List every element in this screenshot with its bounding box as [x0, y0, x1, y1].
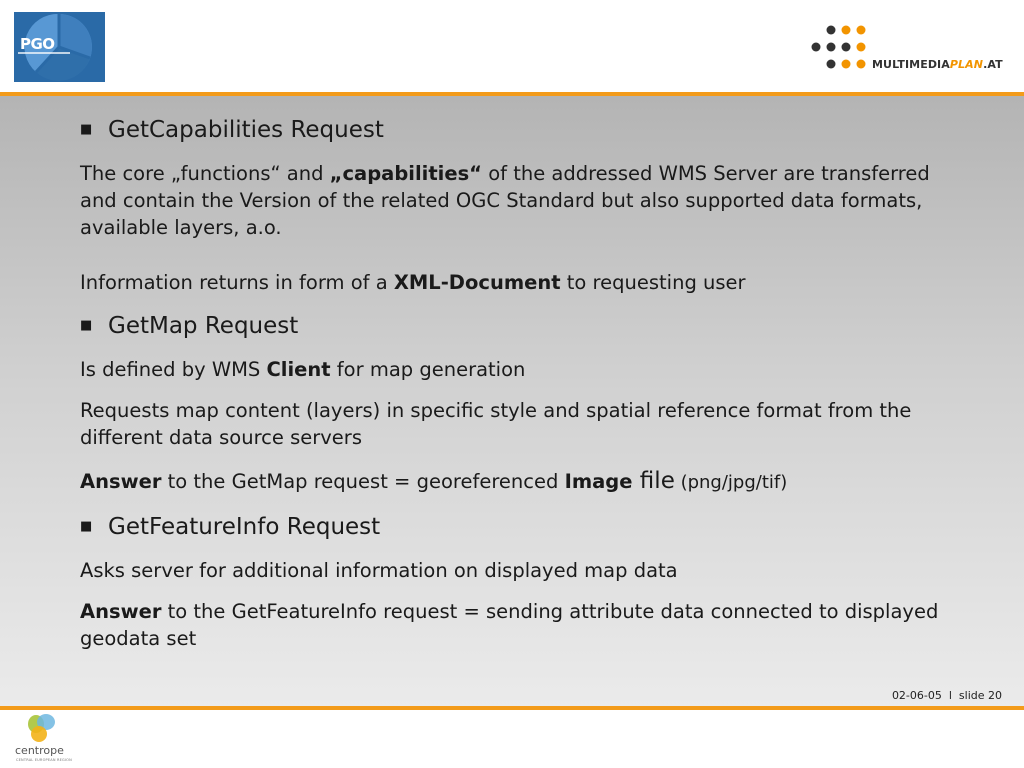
- logo-highlight: PLAN: [949, 58, 984, 71]
- text-run-bold: Answer: [80, 470, 162, 493]
- text-run: to the GetMap request = georeferenced: [161, 470, 565, 493]
- text-run-bold: Answer: [80, 600, 162, 623]
- bullet-icon: ■: [80, 519, 93, 534]
- bullet-text: GetCapabilities Request: [108, 117, 384, 143]
- text-run: Is defined by WMS: [80, 358, 267, 381]
- text-run: Information returns in form of a: [80, 271, 394, 294]
- bullet-text: GetMap Request: [108, 313, 299, 339]
- getfeatureinfo-description: [80, 557, 960, 584]
- text-run: of the addressed WMS Server are transferred and contain the Version of the related OGC Standard but also supported data formats, available layers, a.o.: [80, 162, 930, 239]
- centrope-logo: [12, 713, 74, 765]
- bullet-icon: ■: [80, 318, 93, 333]
- text-run-bold: „capabilities“: [329, 162, 482, 185]
- getcapabilities-return: [80, 269, 960, 296]
- getmap-definition: [80, 356, 960, 383]
- getcapabilities-description: [80, 160, 960, 241]
- text-run: to requesting user: [560, 271, 746, 294]
- text-run: Asks server for additional information on displayed map data: [80, 559, 678, 582]
- slide-number: 02-06-05 l slide 20: [891, 689, 1002, 702]
- text-run: Requests map content (layers) in specific style and spatial reference format from the different data source servers: [80, 399, 912, 449]
- multimediaplan-logo-text: [872, 58, 1003, 71]
- slide-header: [0, 0, 1024, 92]
- dots-icon: [810, 24, 870, 74]
- bullet-text: GetFeatureInfo Request: [108, 514, 381, 540]
- pgo-logo-text: PGO: [20, 35, 55, 53]
- text-run-bold: Image: [564, 470, 633, 493]
- section-getmap-title: [80, 312, 960, 340]
- text-run: (png/jpg/tif): [674, 472, 788, 493]
- bullet-icon: ■: [80, 122, 93, 137]
- logo-suffix: .AT: [983, 58, 1003, 71]
- centrope-logo-subtext: CENTRAL EUROPEAN REGION: [16, 758, 72, 762]
- getmap-answer: [80, 468, 960, 496]
- pgo-logo: [14, 12, 105, 82]
- section-getcapabilities-title: [80, 116, 960, 144]
- text-run: The core „functions“ and: [80, 162, 330, 185]
- centrope-logo-icon: [24, 713, 64, 745]
- section-getfeatureinfo-title: [80, 513, 960, 541]
- text-run: for map generation: [330, 358, 526, 381]
- footer-divider: [0, 706, 1024, 710]
- logo-prefix: MULTIMEDIA: [872, 58, 950, 71]
- getmap-request-description: [80, 397, 960, 451]
- multimediaplan-logo: [810, 24, 1015, 74]
- text-run: file: [632, 468, 675, 494]
- text-run-bold: Client: [266, 358, 331, 381]
- getfeatureinfo-answer: [80, 598, 960, 652]
- centrope-logo-text: centrope: [15, 744, 64, 757]
- text-run-bold: XML-Document: [393, 271, 561, 294]
- text-run: to the GetFeatureInfo request = sending attribute data connected to displayed geodata set: [80, 600, 939, 650]
